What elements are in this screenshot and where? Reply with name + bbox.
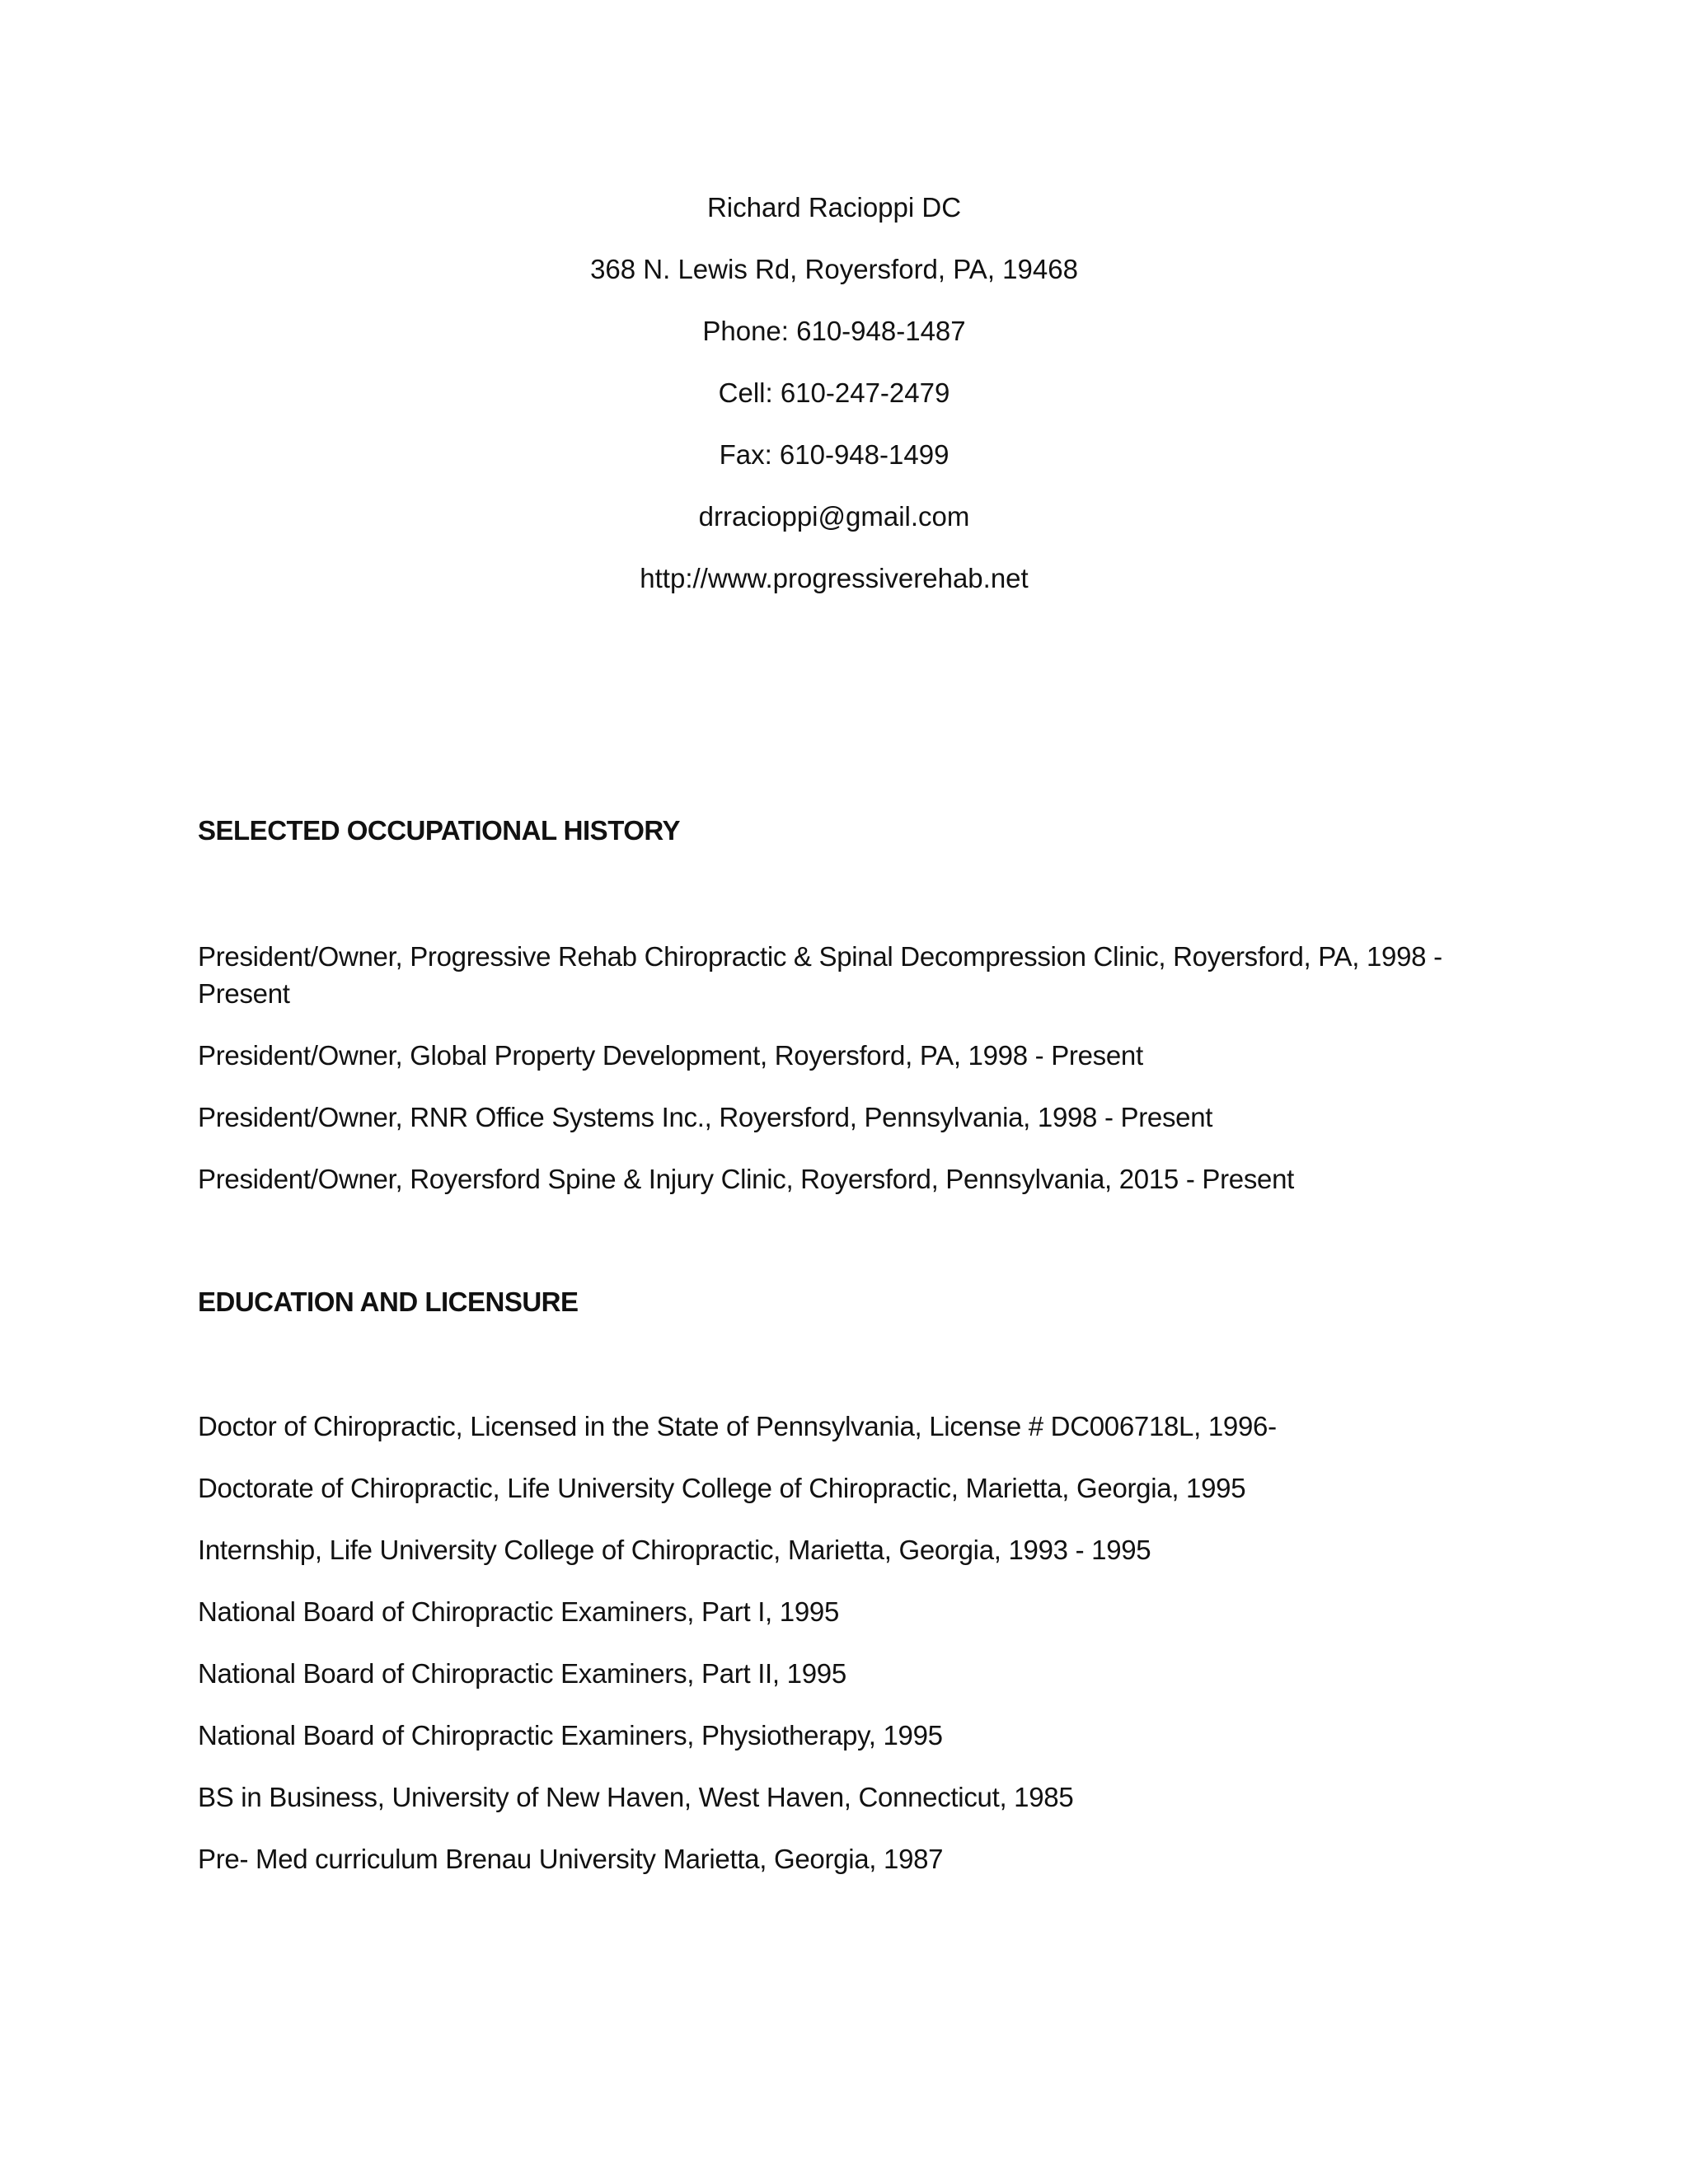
list-item: Doctorate of Chiropractic, Life University College of Chiropractic, Marietta, Georgia, 1995 <box>198 1473 1246 1503</box>
list-item: Pre- Med curriculum Brenau University Marietta, Georgia, 1987 <box>198 1844 944 1874</box>
list-item: National Board of Chiropractic Examiners, Part I, 1995 <box>198 1596 840 1627</box>
contact-cell: Cell: 610-247-2479 <box>718 377 950 408</box>
occupational-history-heading-block <box>198 814 1517 847</box>
list-item: National Board of Chiropractic Examiners, Part II, 1995 <box>198 1658 846 1689</box>
contact-address: 368 N. Lewis Rd, Royersford, PA, 19468 <box>590 254 1078 284</box>
contact-phone: Phone: 610-948-1487 <box>702 316 966 346</box>
contact-website: http://www.progressiverehab.net <box>640 563 1029 593</box>
contact-name: Richard Racioppi DC <box>706 192 962 223</box>
list-item: President/Owner, Global Property Development, Royersford, PA, 1998 - Present <box>198 1040 1143 1071</box>
occupational-history-heading: SELECTED OCCUPATIONAL HISTORY <box>198 815 681 846</box>
list-item: Doctor of Chiropractic, Licensed in the State of Pennsylvania, License # DC006718L, 1996- <box>198 1411 1277 1441</box>
list-item: President/Owner, Progressive Rehab Chiropractic & Spinal Decompression Clinic, Royersford, PA, 1998 - Present <box>198 941 1442 1009</box>
list-item: President/Owner, Royersford Spine & Injury Clinic, Royersford, Pennsylvania, 2015 - Present <box>198 1164 1295 1194</box>
occupational-history-list <box>198 938 1517 1197</box>
list-item: National Board of Chiropractic Examiners, Physiotherapy, 1995 <box>198 1720 943 1750</box>
education-heading: EDUCATION AND LICENSURE <box>198 1286 579 1317</box>
list-item: BS in Business, University of New Haven, West Haven, Connecticut, 1985 <box>198 1782 1074 1812</box>
education-heading-block <box>198 1286 1517 1319</box>
list-item: Internship, Life University College of Chiropractic, Marietta, Georgia, 1993 - 1995 <box>198 1535 1151 1565</box>
contact-email: drracioppi@gmail.com <box>698 501 970 532</box>
occupational-history-section <box>198 938 1517 1222</box>
education-section <box>198 1408 1517 1902</box>
list-item: President/Owner, RNR Office Systems Inc., Royersford, Pennsylvania, 1998 - Present <box>198 1102 1213 1132</box>
education-list <box>198 1408 1517 1877</box>
contact-block <box>0 191 1668 624</box>
contact-fax: Fax: 610-948-1499 <box>719 439 950 470</box>
